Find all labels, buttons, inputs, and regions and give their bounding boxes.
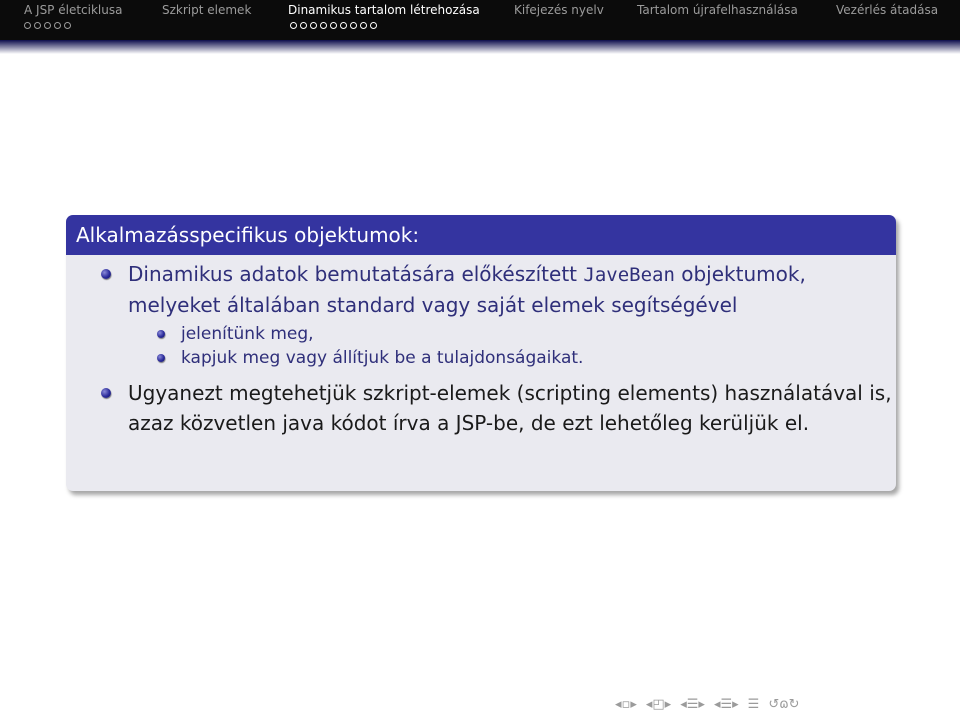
section-icon[interactable]: ◂☰▸ — [713, 696, 739, 712]
tab-jsp-lifecycle[interactable]: A JSP életciklusa — [24, 3, 123, 17]
bullet-icon — [101, 269, 111, 279]
frame-dot[interactable] — [340, 22, 347, 29]
frame-dot[interactable] — [64, 22, 71, 29]
frame-dot[interactable] — [300, 22, 307, 29]
frame-dot[interactable] — [24, 22, 31, 29]
sub-list-item — [66, 322, 896, 346]
section-1-frame-dots[interactable] — [24, 22, 71, 30]
frame-dot[interactable] — [34, 22, 41, 29]
frame-dot[interactable] — [290, 22, 297, 29]
frame-dot[interactable] — [310, 22, 317, 29]
header-gradient — [0, 40, 960, 54]
item-text: Ugyanezt megtehetjük szkript-elemek (scripting elements) használatával is, azaz közvetlen java kódot írva a JSP-be, de ezt lehetőleg kerüljük el. — [128, 381, 892, 435]
tab-dynamic-content[interactable]: Dinamikus tartalom létrehozása — [288, 3, 480, 17]
sub-bullet-icon — [157, 330, 165, 338]
toc-icon[interactable]: ☰ — [747, 696, 760, 712]
item-text-continued: objektumok, melyeket általában standard vagy saját elemek segítségével — [128, 262, 806, 317]
section-tabs — [0, 0, 960, 22]
tab-expression-language[interactable]: Kifejezés nyelv — [514, 3, 604, 17]
subsection-icon[interactable]: ◂☰▸ — [680, 696, 705, 712]
bullet-icon — [101, 388, 111, 398]
frame-icon[interactable]: ◂◰▸ — [645, 696, 672, 712]
frame-dot[interactable] — [360, 22, 367, 29]
tab-script-elements[interactable]: Szkript elemek — [162, 3, 252, 17]
section-3-frame-dots[interactable] — [290, 22, 377, 30]
frame-dot[interactable] — [350, 22, 357, 29]
tab-control-transfer[interactable]: Vezérlés átadása — [836, 3, 939, 17]
sub-item-text: jelenítünk meg, — [181, 324, 314, 344]
bullet-list — [66, 259, 896, 438]
frame-dot[interactable] — [44, 22, 51, 29]
undo-search-icon[interactable]: ↺ɷ↻ — [768, 696, 800, 712]
sub-list — [66, 322, 896, 370]
frame-dot[interactable] — [330, 22, 337, 29]
list-item — [66, 378, 896, 438]
list-item — [66, 259, 896, 320]
frame-dot[interactable] — [54, 22, 61, 29]
content-block — [66, 215, 896, 491]
item-text: Dinamikus adatok bemutatására előkészített — [128, 262, 584, 286]
section-navigation-bar — [0, 0, 960, 40]
beamer-navigation-symbols — [615, 695, 800, 713]
block-title: Alkalmazásspecifikus objektumok: — [66, 215, 896, 255]
sub-bullet-icon — [157, 354, 165, 362]
tab-content-reuse[interactable]: Tartalom újrafelhasználása — [637, 3, 798, 17]
sub-item-text: kapjuk meg vagy állítjuk be a tulajdonságaikat. — [181, 348, 584, 368]
prev-slide-icon[interactable]: ◂▫▸ — [615, 696, 637, 712]
code-text: JaveBean — [583, 264, 675, 286]
sub-list-item — [66, 346, 896, 370]
frame-dot[interactable] — [320, 22, 327, 29]
frame-dot[interactable] — [370, 22, 377, 29]
